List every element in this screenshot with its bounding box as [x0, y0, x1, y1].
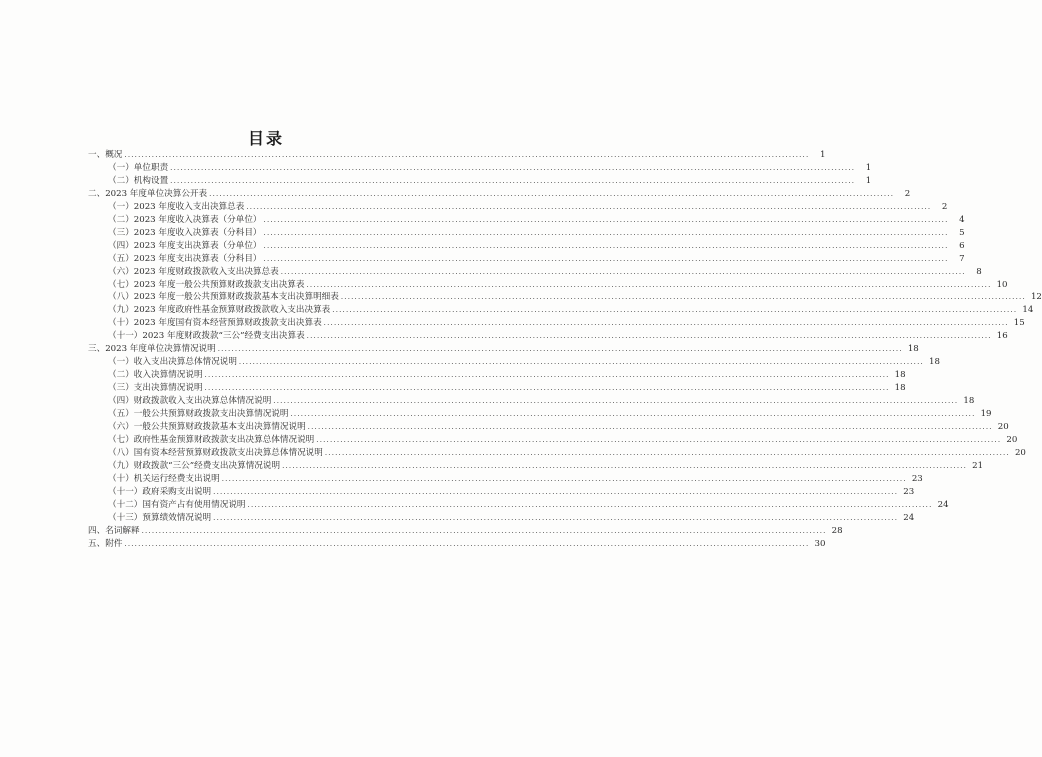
toc-entry-page: 19 [980, 409, 992, 419]
dot-leader: ........................................................................................................................................................................................................ [213, 513, 899, 522]
toc-entry[interactable] [108, 331, 1008, 342]
toc-entry-label: 三、2023 年度单位决算情况说明 [88, 344, 216, 355]
toc-entry[interactable] [108, 460, 984, 472]
toc-entry-label: （十三）预算绩效情况说明 [108, 512, 212, 523]
toc-entry-label: （五）一般公共预算财政拨款支出决算情况说明 [108, 409, 289, 419]
toc-entry-page: 1 [865, 175, 872, 186]
toc-entry-page: 30 [814, 538, 826, 549]
dot-leader: ........................................................................................................................................................................................................ [323, 319, 1009, 328]
toc-entry-label: （二）机构设置 [108, 175, 169, 186]
toc-entry-label: （一）2023 年度收入支出决算总表 [108, 201, 245, 212]
toc-entry-page: 18 [907, 344, 919, 355]
toc-title: 目录 [247, 129, 284, 148]
toc-entry-page: 8 [976, 266, 982, 277]
toc-entry[interactable] [108, 370, 906, 381]
toc-entry[interactable] [108, 162, 872, 174]
toc-entry-page: 2 [904, 188, 911, 199]
toc-entry[interactable] [108, 357, 940, 368]
toc-entry-label: （五）2023 年度支出决算表（分科目） [108, 253, 262, 264]
toc-entry[interactable] [108, 421, 1009, 433]
dot-leader: ........................................................................................................................................................................................................ [306, 280, 992, 289]
toc-entry-label: 二、2023 年度单位决算公开表 [88, 188, 208, 199]
toc-entry[interactable] [88, 188, 911, 200]
toc-entry-label: （七）政府性基金预算财政拨款支出决算总体情况说明 [108, 434, 315, 445]
toc-entry-page: 12 [1030, 292, 1042, 303]
dot-leader: ........................................................................................................................................................................................................ [217, 345, 903, 354]
dot-leader: ........................................................................................................................................................................................................ [170, 163, 856, 172]
toc-entry-label: （三）支出决算情况说明 [108, 383, 203, 394]
toc-entry-page: 18 [894, 383, 906, 394]
toc-entry-label: （十）2023 年度国有资本经营预算财政拨款支出决算表 [108, 318, 322, 329]
toc-entry[interactable] [108, 201, 948, 213]
dot-leader: ........................................................................................................................................................................................................ [263, 241, 949, 250]
dot-leader: ........................................................................................................................................................................................................ [307, 422, 993, 431]
dot-leader: ........................................................................................................................................................................................................ [263, 215, 949, 224]
toc-entry-page: 2 [941, 201, 948, 212]
dot-leader: ........................................................................................................................................................................................................ [213, 487, 899, 496]
toc-entry-label: （二）2023 年度收入决算表（分单位） [108, 214, 262, 225]
toc-entry-page: 1 [819, 150, 826, 160]
toc-entry-label: （九）财政拨款“三公”经费支出决算情况说明 [108, 460, 281, 471]
toc-entry-page: 15 [1013, 318, 1025, 329]
toc-entry-page: 23 [903, 486, 915, 497]
toc-entry[interactable] [88, 538, 826, 550]
toc-entry[interactable] [108, 253, 965, 265]
toc-entry[interactable] [108, 447, 1026, 459]
toc-entry-page: 20 [1014, 447, 1026, 458]
toc-entry-page: 23 [911, 473, 923, 484]
toc-entry[interactable] [108, 175, 872, 187]
dot-leader: ........................................................................................................................................................................................................ [280, 267, 966, 276]
toc-entry[interactable] [108, 305, 1034, 316]
toc-entry-label: （十一）2023 年度财政拨款“三公”经费支出决算表 [108, 331, 305, 342]
toc-entry-page: 21 [972, 460, 984, 471]
dot-leader: ........................................................................................................................................................................................................ [141, 526, 827, 535]
toc-entry-page: 28 [831, 525, 843, 536]
toc-entry-page: 18 [963, 396, 975, 407]
toc-entry[interactable] [108, 266, 982, 278]
toc-entry-page: 7 [959, 253, 965, 264]
toc-entry[interactable] [88, 344, 919, 355]
dot-leader: ........................................................................................................................................................................................................ [246, 202, 932, 211]
toc-entry-label: 五、附件 [88, 538, 123, 549]
dot-leader: ........................................................................................................................................................................................................ [204, 384, 890, 393]
toc-entry[interactable] [108, 292, 1042, 303]
dot-leader: ........................................................................................................................................................................................................ [290, 410, 976, 418]
toc-entry-page: 1 [865, 162, 872, 173]
toc-entry-label: （三）2023 年度收入决算表（分科目） [108, 227, 262, 238]
toc-entry[interactable] [108, 227, 965, 239]
toc-entry[interactable] [108, 434, 1018, 446]
toc-entry-label: （六）一般公共预算财政拨款基本支出决算情况说明 [108, 421, 306, 432]
toc-entry[interactable] [108, 214, 965, 226]
toc-entry-page: 10 [996, 279, 1008, 290]
toc-entry[interactable] [108, 240, 965, 252]
toc-entry-page: 18 [894, 370, 906, 381]
dot-leader: ........................................................................................................................................................................................................ [306, 332, 992, 341]
toc-entry[interactable] [108, 279, 1008, 291]
toc-entry[interactable] [108, 318, 1025, 329]
toc-entry-page: 14 [1022, 305, 1034, 316]
toc-entry-label: （九）2023 年度政府性基金预算财政拨款收入支出决算表 [108, 305, 331, 316]
toc-entry-label: （八）2023 年度一般公共预算财政拨款基本支出决算明细表 [108, 292, 339, 303]
toc-entry-page: 5 [959, 227, 965, 238]
toc-entry-label: （四）财政拨款收入支出决算总体情况说明 [108, 396, 272, 407]
dot-leader: ........................................................................................................................................................................................................ [273, 397, 959, 406]
dot-leader: ........................................................................................................................................................................................................ [221, 474, 907, 483]
toc-entry-label: （十二）国有资产占有使用情况说明 [108, 499, 246, 510]
toc-entry[interactable] [88, 525, 843, 537]
toc-entry[interactable] [88, 150, 826, 161]
toc-entry[interactable] [108, 396, 975, 407]
toc-entry[interactable] [108, 473, 923, 485]
toc-entry-label: （七）2023 年度一般公共预算财政拨款支出决算表 [108, 279, 305, 290]
toc-entry-page: 6 [959, 240, 965, 251]
dot-leader: ........................................................................................................................................................................................................ [263, 254, 949, 263]
toc-entry-page: 24 [903, 512, 915, 523]
toc-entry-label: 四、名词解释 [88, 525, 140, 536]
dot-leader: ........................................................................................................................................................................................................ [282, 461, 968, 470]
dot-leader: ........................................................................................................................................................................................................ [124, 539, 810, 548]
dot-leader: ........................................................................................................................................................................................................ [204, 371, 890, 380]
toc-entry-label: （八）国有资本经营预算财政拨款支出决算总体情况说明 [108, 447, 323, 458]
toc-entry-label: （一）收入支出决算总体情况说明 [108, 357, 237, 368]
dot-leader: ........................................................................................................................................................................................................ [247, 500, 933, 509]
dot-leader: ........................................................................................................................................................................................................ [332, 306, 1018, 315]
dot-leader: ........................................................................................................................................................................................................ [170, 176, 856, 185]
dot-leader: ........................................................................................................................................................................................................ [209, 189, 895, 198]
toc-entry-page: 20 [1006, 434, 1018, 445]
toc-entry-label: （二）收入决算情况说明 [108, 370, 203, 381]
toc-entry-page: 18 [929, 357, 940, 368]
toc-entry[interactable] [108, 512, 915, 524]
toc-entry-label: （四）2023 年度支出决算表（分单位） [108, 240, 262, 251]
toc-entry[interactable] [108, 409, 992, 420]
toc-entry-page: 16 [996, 331, 1008, 342]
toc-entry-page: 4 [959, 214, 965, 225]
dot-leader: ........................................................................................................................................................................................................ [238, 358, 924, 367]
toc-entry[interactable] [108, 486, 915, 498]
toc-entry-label: （十一）政府采购支出说明 [108, 486, 212, 497]
dot-leader: ........................................................................................................................................................................................................ [340, 293, 1026, 302]
toc-entry-label: （六）2023 年度财政拨款收入支出决算总表 [108, 266, 279, 277]
dot-leader: ........................................................................................................................................................................................................ [316, 435, 1002, 444]
toc-entry-page: 20 [997, 421, 1009, 432]
dot-leader: ........................................................................................................................................................................................................ [263, 228, 949, 237]
toc-entry[interactable] [108, 383, 906, 394]
toc-entry-label: 一、概况 [88, 150, 123, 160]
toc-entry-page: 24 [937, 499, 949, 510]
dot-leader: ........................................................................................................................................................................................................ [324, 448, 1010, 457]
dot-leader: ........................................................................................................................................................................................................ [124, 151, 810, 159]
toc-entry-label: （一）单位职责 [108, 162, 169, 173]
toc-entry[interactable] [108, 499, 949, 511]
toc-entry-label: （十）机关运行经费支出说明 [108, 473, 220, 484]
